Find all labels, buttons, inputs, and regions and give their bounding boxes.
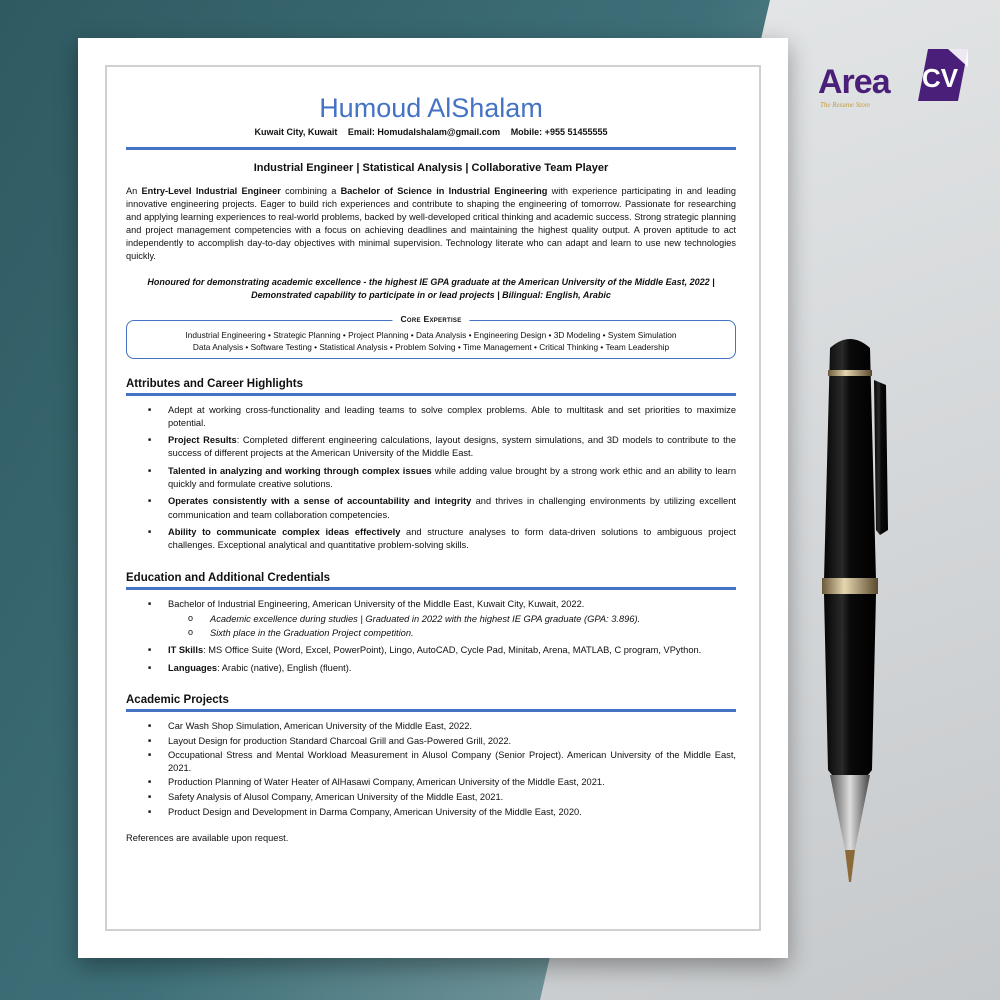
- list-item: ■ Languages: Arabic (native), English (fluent).: [168, 662, 736, 675]
- list-item: ■ Ability to communicate complex ideas effectively and structure analyses to form data-driven solutions to ambiguous project challenges. Exceptional analytical and quantitative problem-solving skills.: [168, 526, 736, 553]
- section-divider: [126, 587, 736, 590]
- education-list: [126, 598, 736, 675]
- candidate-name: Humoud AlShalam: [319, 93, 543, 123]
- projects-list: [126, 720, 736, 818]
- contact-mobile: Mobile: +955 51455555: [510, 127, 608, 137]
- list-item: ■ IT Skills: MS Office Suite (Word, Excel, PowerPoint), Lingo, AutoCAD, Cycle Pad, Minitab, Arena, MATLAB, C program, VPython.: [168, 644, 736, 657]
- list-item: ■ Adept at working cross-functionality and leading teams to solve complex problems. Able to multitask and set priorities to maximize potential.: [168, 404, 736, 431]
- list-item: ■ Safety Analysis of Alusol Company, American University of the Middle East, 2021.: [168, 791, 736, 804]
- resume-content: [126, 92, 736, 845]
- list-item: o Sixth place in the Graduation Project competition.: [210, 627, 736, 640]
- logo-tagline: The Resume Store: [820, 101, 871, 109]
- area-cv-logo: [818, 45, 978, 115]
- honours-statement: Honoured for demonstrating academic excellence - the highest IE GPA graduate at the American University of the Middle East, 2022 | Demonstrated capability to participate in or lead projects | Bilingual: English, Arabic: [147, 276, 715, 300]
- list-item: ■ Occupational Stress and Mental Workload Measurement in Alusol Company (Senior Project). American University of the Middle East, 2021.: [168, 749, 736, 774]
- header-divider: [126, 147, 736, 150]
- list-item: ■ Operates consistently with a sense of accountability and integrity and thrives in challenging environments by utilizing excellent communication and team collaboration competencies.: [168, 495, 736, 522]
- professional-headline: Industrial Engineer | Statistical Analysis | Collaborative Team Player: [253, 162, 609, 174]
- contact-location: Kuwait City, Kuwait: [254, 127, 338, 137]
- attributes-list: [126, 404, 736, 553]
- references-note: References are available upon request.: [126, 833, 289, 844]
- logo-brand-text: Area: [818, 63, 890, 101]
- core-expertise-box: [126, 313, 736, 359]
- core-expertise-title: Core Expertise: [392, 313, 469, 325]
- education-sub-list: [168, 613, 736, 641]
- section-divider: [126, 709, 736, 712]
- svg-text:CV: CV: [921, 63, 959, 93]
- cv-logo-mark: [910, 45, 970, 105]
- section-title-attributes: Attributes and Career Highlights: [126, 377, 303, 390]
- list-item: ■ Product Design and Development in Darma Company, American University of the Middle East, 2020.: [168, 806, 736, 819]
- list-item: ■ Layout Design for production Standard Charcoal Grill and Gas-Powered Grill, 2022.: [168, 735, 736, 748]
- list-item: ■ Project Results: Completed different engineering calculations, layout designs, system simulations, and 3D models to contribute to the success of different projects at the American University of the Middle East.: [168, 434, 736, 461]
- contact-email: Email: Homudalshalam@gmail.com: [347, 127, 501, 137]
- pen-icon: [800, 330, 910, 890]
- list-item: ■ Car Wash Shop Simulation, American University of the Middle East, 2022.: [168, 720, 736, 733]
- core-expertise-line-1: Industrial Engineering • Strategic Planning • Project Planning • Data Analysis • Engineering Design • 3D Modeling • System Simulation: [185, 329, 677, 340]
- section-title-education: Education and Additional Credentials: [126, 571, 331, 584]
- list-item: ■ Bachelor of Industrial Engineering, American University of the Middle East, Kuwait City, Kuwait, 2022. o Academic excellence during studies | Graduated in 2022 with the highest IE GPA graduate (GPA: 3.896). o Sixth place in the Graduation Project competition.: [168, 598, 736, 641]
- core-expertise-line-2: Data Analysis • Software Testing • Statistical Analysis • Problem Solving • Time Management • Critical Thinking • Team Leadership: [192, 341, 670, 352]
- section-divider: [126, 393, 736, 396]
- contact-line: [126, 126, 736, 139]
- resume-page: [78, 38, 788, 958]
- section-title-projects: Academic Projects: [126, 694, 229, 707]
- summary-paragraph: An Entry-Level Industrial Engineer combining a Bachelor of Science in Industrial Engineering with experience participating in and leading innovative engineering projects. Eager to build rich experiences and contribute to shaping the engineering of tomorrow. Passionate for researching and applying learning experiences to real-world problems, backed by well-developed critical thinking and academic success. Strong strategic planning and project management competencies with a focus on achieving deadlines and maintaining the highest quality output. A proven aptitude to act independently to accomplish day-to-day objectives with minimal supervision. Technology literate who can adapt and learn to use new technologies quickly.: [126, 186, 736, 262]
- list-item: o Academic excellence during studies | Graduated in 2022 with the highest IE GPA graduate (GPA: 3.896).: [210, 613, 736, 626]
- list-item: ■ Talented in analyzing and working through complex issues while adding value brought by a strong work ethic and an ability to learn quickly and formulate creative solutions.: [168, 465, 736, 492]
- list-item: ■ Production Planning of Water Heater of AlHasawi Company, American University of the Middle East, 2021.: [168, 776, 736, 789]
